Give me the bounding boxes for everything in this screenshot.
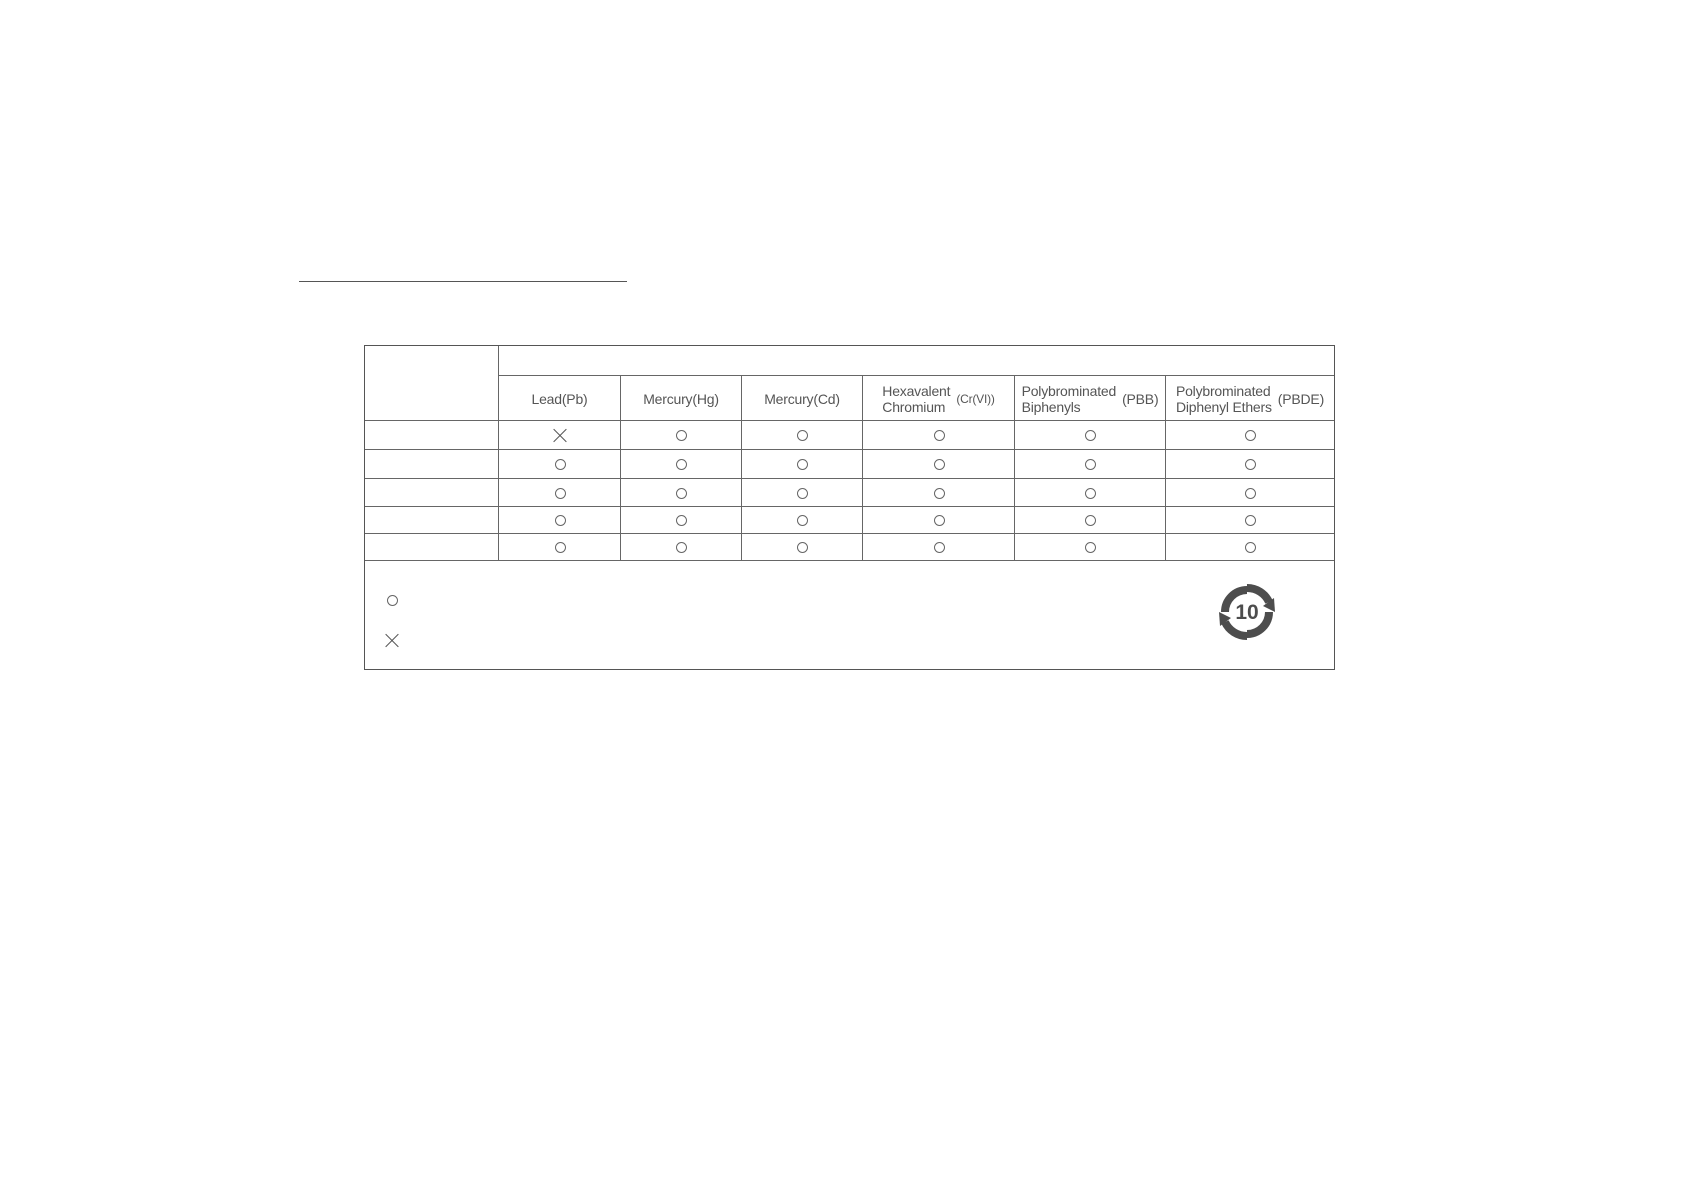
logo-label: 10 <box>1235 601 1259 624</box>
table-cell <box>1166 507 1334 534</box>
column-header-name <box>1176 383 1272 415</box>
table-cell <box>499 534 621 560</box>
table-cell <box>1015 507 1166 534</box>
table-cell <box>1166 534 1334 560</box>
circle-mark <box>1085 515 1096 526</box>
table-cell <box>863 479 1015 507</box>
circle-mark <box>1085 542 1096 553</box>
circle-mark <box>797 488 808 499</box>
table-cell <box>1015 421 1166 450</box>
legend-circle-mark <box>382 590 402 610</box>
circle-mark <box>1085 488 1096 499</box>
column-header-lead <box>499 376 620 421</box>
legend-cross-mark <box>382 630 402 650</box>
table-cell <box>621 479 742 507</box>
column-header-pbde <box>1166 376 1334 421</box>
circle-mark <box>555 459 566 470</box>
circle-mark <box>797 430 808 441</box>
column-header-name-line2: Chromium <box>882 398 946 415</box>
table-cell <box>1166 450 1334 479</box>
environment-protection-use-period-logo <box>1217 582 1277 642</box>
column-header-name-line1: Polybrominated <box>1175 382 1271 399</box>
circle-mark <box>797 515 808 526</box>
column-header-name: Lead <box>531 390 562 407</box>
circle-mark <box>934 515 945 526</box>
table-cell <box>1015 479 1166 507</box>
table-cell <box>863 507 1015 534</box>
column-header-abbr: (Hg) <box>692 390 719 407</box>
circle-mark <box>934 488 945 499</box>
table-cell <box>499 421 621 450</box>
table-cell <box>1015 534 1166 560</box>
column-header-name-line1: Hexavalent <box>882 382 951 399</box>
column-header-name: Mercury <box>643 390 693 407</box>
circle-mark <box>1245 459 1256 470</box>
circle-mark <box>555 542 566 553</box>
circle-mark <box>797 459 808 470</box>
column-header-abbr: (PBB) <box>1122 390 1159 407</box>
column-header-abbr: (PBDE) <box>1277 390 1325 407</box>
column-header-name-line1: Polybrominated <box>1021 382 1117 399</box>
circle-mark <box>1245 515 1256 526</box>
table-cell <box>1166 421 1334 450</box>
table-cell <box>742 450 863 479</box>
table-cell <box>499 507 621 534</box>
table-divider <box>365 560 1334 561</box>
column-header-name: Mercury <box>764 390 814 407</box>
table-cell <box>621 534 742 560</box>
table-cell <box>742 507 863 534</box>
table-cell <box>621 450 742 479</box>
table-cell <box>863 450 1015 479</box>
circle-mark <box>934 430 945 441</box>
circle-mark <box>1085 430 1096 441</box>
circle-mark <box>676 430 687 441</box>
circle-mark <box>934 542 945 553</box>
circle-mark <box>797 542 808 553</box>
circle-mark <box>1085 459 1096 470</box>
column-header-abbr: (Cd) <box>813 390 840 407</box>
circle-mark <box>1245 542 1256 553</box>
column-header-name <box>1022 383 1116 415</box>
circle-mark <box>934 459 945 470</box>
column-header-mercury-cd <box>742 376 862 421</box>
circle-mark <box>555 488 566 499</box>
column-header-abbr: (Cr(VI)) <box>956 391 995 406</box>
table-cell <box>499 450 621 479</box>
table-cell <box>742 534 863 560</box>
heading-underline <box>299 281 627 282</box>
column-header-name-line2: Diphenyl Ethers <box>1175 398 1272 415</box>
table-cell <box>742 479 863 507</box>
circle-mark <box>1245 430 1256 441</box>
table-cell <box>499 479 621 507</box>
circle-mark <box>676 488 687 499</box>
column-header-mercury-hg <box>621 376 741 421</box>
cross-mark <box>553 429 567 443</box>
circle-mark <box>1245 488 1256 499</box>
circle-mark <box>555 515 566 526</box>
column-header-name <box>882 383 950 415</box>
table-cell <box>1015 450 1166 479</box>
table-cell <box>621 421 742 450</box>
column-header-abbr: (Pb) <box>561 390 588 407</box>
table-cell <box>621 507 742 534</box>
column-header-pbb <box>1015 376 1165 421</box>
circle-mark <box>676 542 687 553</box>
column-header-hexavalent-chromium <box>863 376 1014 421</box>
table-cell <box>863 534 1015 560</box>
circle-mark <box>676 515 687 526</box>
table-cell <box>742 421 863 450</box>
hazardous-substances-table <box>364 345 1335 670</box>
column-header-name-line2: Biphenyls <box>1021 398 1081 415</box>
table-cell <box>1166 479 1334 507</box>
circle-mark <box>676 459 687 470</box>
table-cell <box>863 421 1015 450</box>
